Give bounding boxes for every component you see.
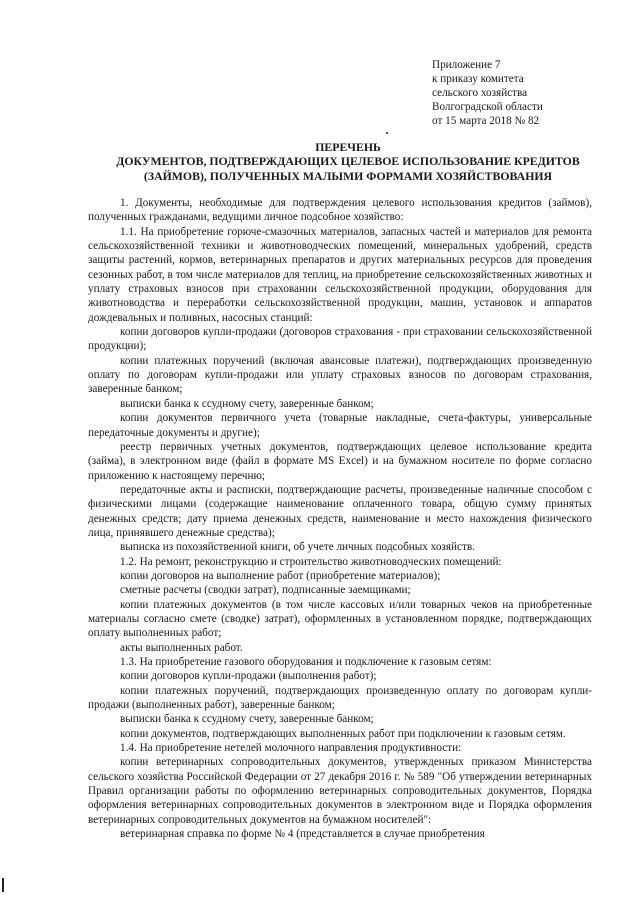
paragraph: 1.1. На приобретение горюче-смазочных материалов, запасных частей и материалов для ремонта сельскохозяйственной техники и животноводческих помещений, минеральных удобрений, средств защиты растений, кормов, ветеринарных препаратов и других материальных ресурсов для проведения сезонных работ, в том числе материалов для теплиц, на приобретение сельскохозяйственных животных и уплату страховых взносов при страховании сельскохозяйственной продукции, оборудования для животноводства и переработки сельскохозяйственной продукции, машин, установок и аппаратов дождевальных и поливных, насосных станций:: [88, 225, 592, 324]
paragraph: ветеринарная справка по форме № 4 (представляется в случае приобретения: [120, 828, 485, 841]
paragraph: копии договоров купли-продажи (договоров страхования - при страховании сельскохозяйственной продукции);: [88, 326, 592, 353]
paragraph: копии документов, подтверждающих выполненных работ при подключении к газовым сетям.: [120, 727, 566, 740]
annex-line: Приложение 7: [432, 59, 501, 71]
paragraph: выписки банка к ссудному счету, заверенные банком;: [120, 713, 374, 726]
annex-line: к приказу комитета: [432, 73, 524, 86]
paragraph: копии платежных поручений, подтверждающих произведенную оплату по договорам купли-продажи (выполненных работ), заверенные банком;: [88, 684, 592, 712]
paragraph: копии платежных документов (в том числе кассовых и/или товарных чеков на приобретенные материалы согласно смете (сводке) затрат), оформленных в установленном порядке, подтверждающих оплату выполненных работ;: [88, 598, 592, 640]
paragraph: копии договоров на выполнение работ (приобретение материалов);: [120, 569, 441, 582]
paragraph: реестр первичных учетных документов, подтверждающих целевое использование кредита (займа), в электронном виде (файл в формате MS Excel) и на бумажном носителе по форме согласно приложению к настоящему перечню;: [88, 440, 592, 482]
paragraph: передаточные акты и расписки, подтверждающие расчеты, произведенные наличные способом с физическими лицами (содержащие наименование оплаченного товара, общую сумму принятых денежных средств; дату приема денежных средств, наименование и место нахождения физического лица, принявшего денежные средства);: [88, 483, 592, 539]
paragraph: 1.2. На ремонт, реконструкцию и строительство животноводческих помещений:: [120, 555, 502, 568]
title-line: (ЗАЙМОВ), ПОЛУЧЕННЫХ МАЛЫМИ ФОРМАМИ ХОЗЯЙСТВОВАНИЯ: [143, 168, 553, 183]
scan-edge-mark: [2, 878, 4, 892]
paragraph: 1.3. На приобретение газового оборудования и подключение к газовым сетям:: [120, 656, 492, 668]
scan-speck: [386, 132, 388, 134]
document-body: [88, 196, 592, 841]
annex-line: от 15 марта 2018 № 82: [432, 115, 540, 128]
paragraph: копии ветеринарных сопроводительных документов, утвержденных приказом Министерства сельского хозяйства Российской Федерации от 27 декабря 2016 г. № 589 "Об утверждении ветеринарных Правил организации работы по оформлению ветеринарных сопроводительных документов, Порядка оформления ветеринарных сопроводительных документов в электронном виде и Порядка оформления ветеринарных сопроводительных документов на бумажном носителей":: [88, 756, 592, 826]
title-line: ПЕРЕЧЕНЬ: [315, 140, 381, 154]
paragraph: 1.4. На приобретение нетелей молочного направления продуктивности:: [120, 742, 462, 755]
annex-header: [432, 58, 632, 128]
paragraph: копии платежных поручений (включая авансовые платежи), подтверждающих произведенную оплату по договорам купли-продажи или уплату страховых взносов по договорам страхования, заверенные банком;: [88, 354, 592, 396]
paragraph: копии договоров купли-продажи (выполнения работ);: [120, 670, 377, 683]
annex-line: Волгоградской области: [432, 101, 543, 114]
title-line: ДОКУМЕНТОВ, ПОДТВЕРЖДАЮЩИХ ЦЕЛЕВОЕ ИСПОЛЬЗОВАНИЕ КРЕДИТОВ: [116, 154, 580, 169]
paragraph: акты выполненных работ.: [120, 641, 243, 654]
paragraph: копии документов первичного учета (товарные накладные, счета-фактуры, универсальные передаточные документы и другие);: [88, 412, 592, 439]
paragraph: 1. Документы, необходимые для подтверждения целевого использования кредитов (займов), полученных гражданами, ведущими личное подсобное хозяйство:: [88, 197, 592, 224]
annex-line: сельского хозяйства: [432, 87, 528, 100]
document-title: [88, 140, 608, 183]
paragraph: выписки банка к ссудному счету, заверенные банком;: [120, 397, 374, 410]
paragraph: сметные расчеты (сводки затрат), подписанные заемщиками;: [120, 584, 411, 597]
paragraph: выписка из похозяйственной книги, об учете личных подсобных хозяйств.: [120, 541, 475, 554]
